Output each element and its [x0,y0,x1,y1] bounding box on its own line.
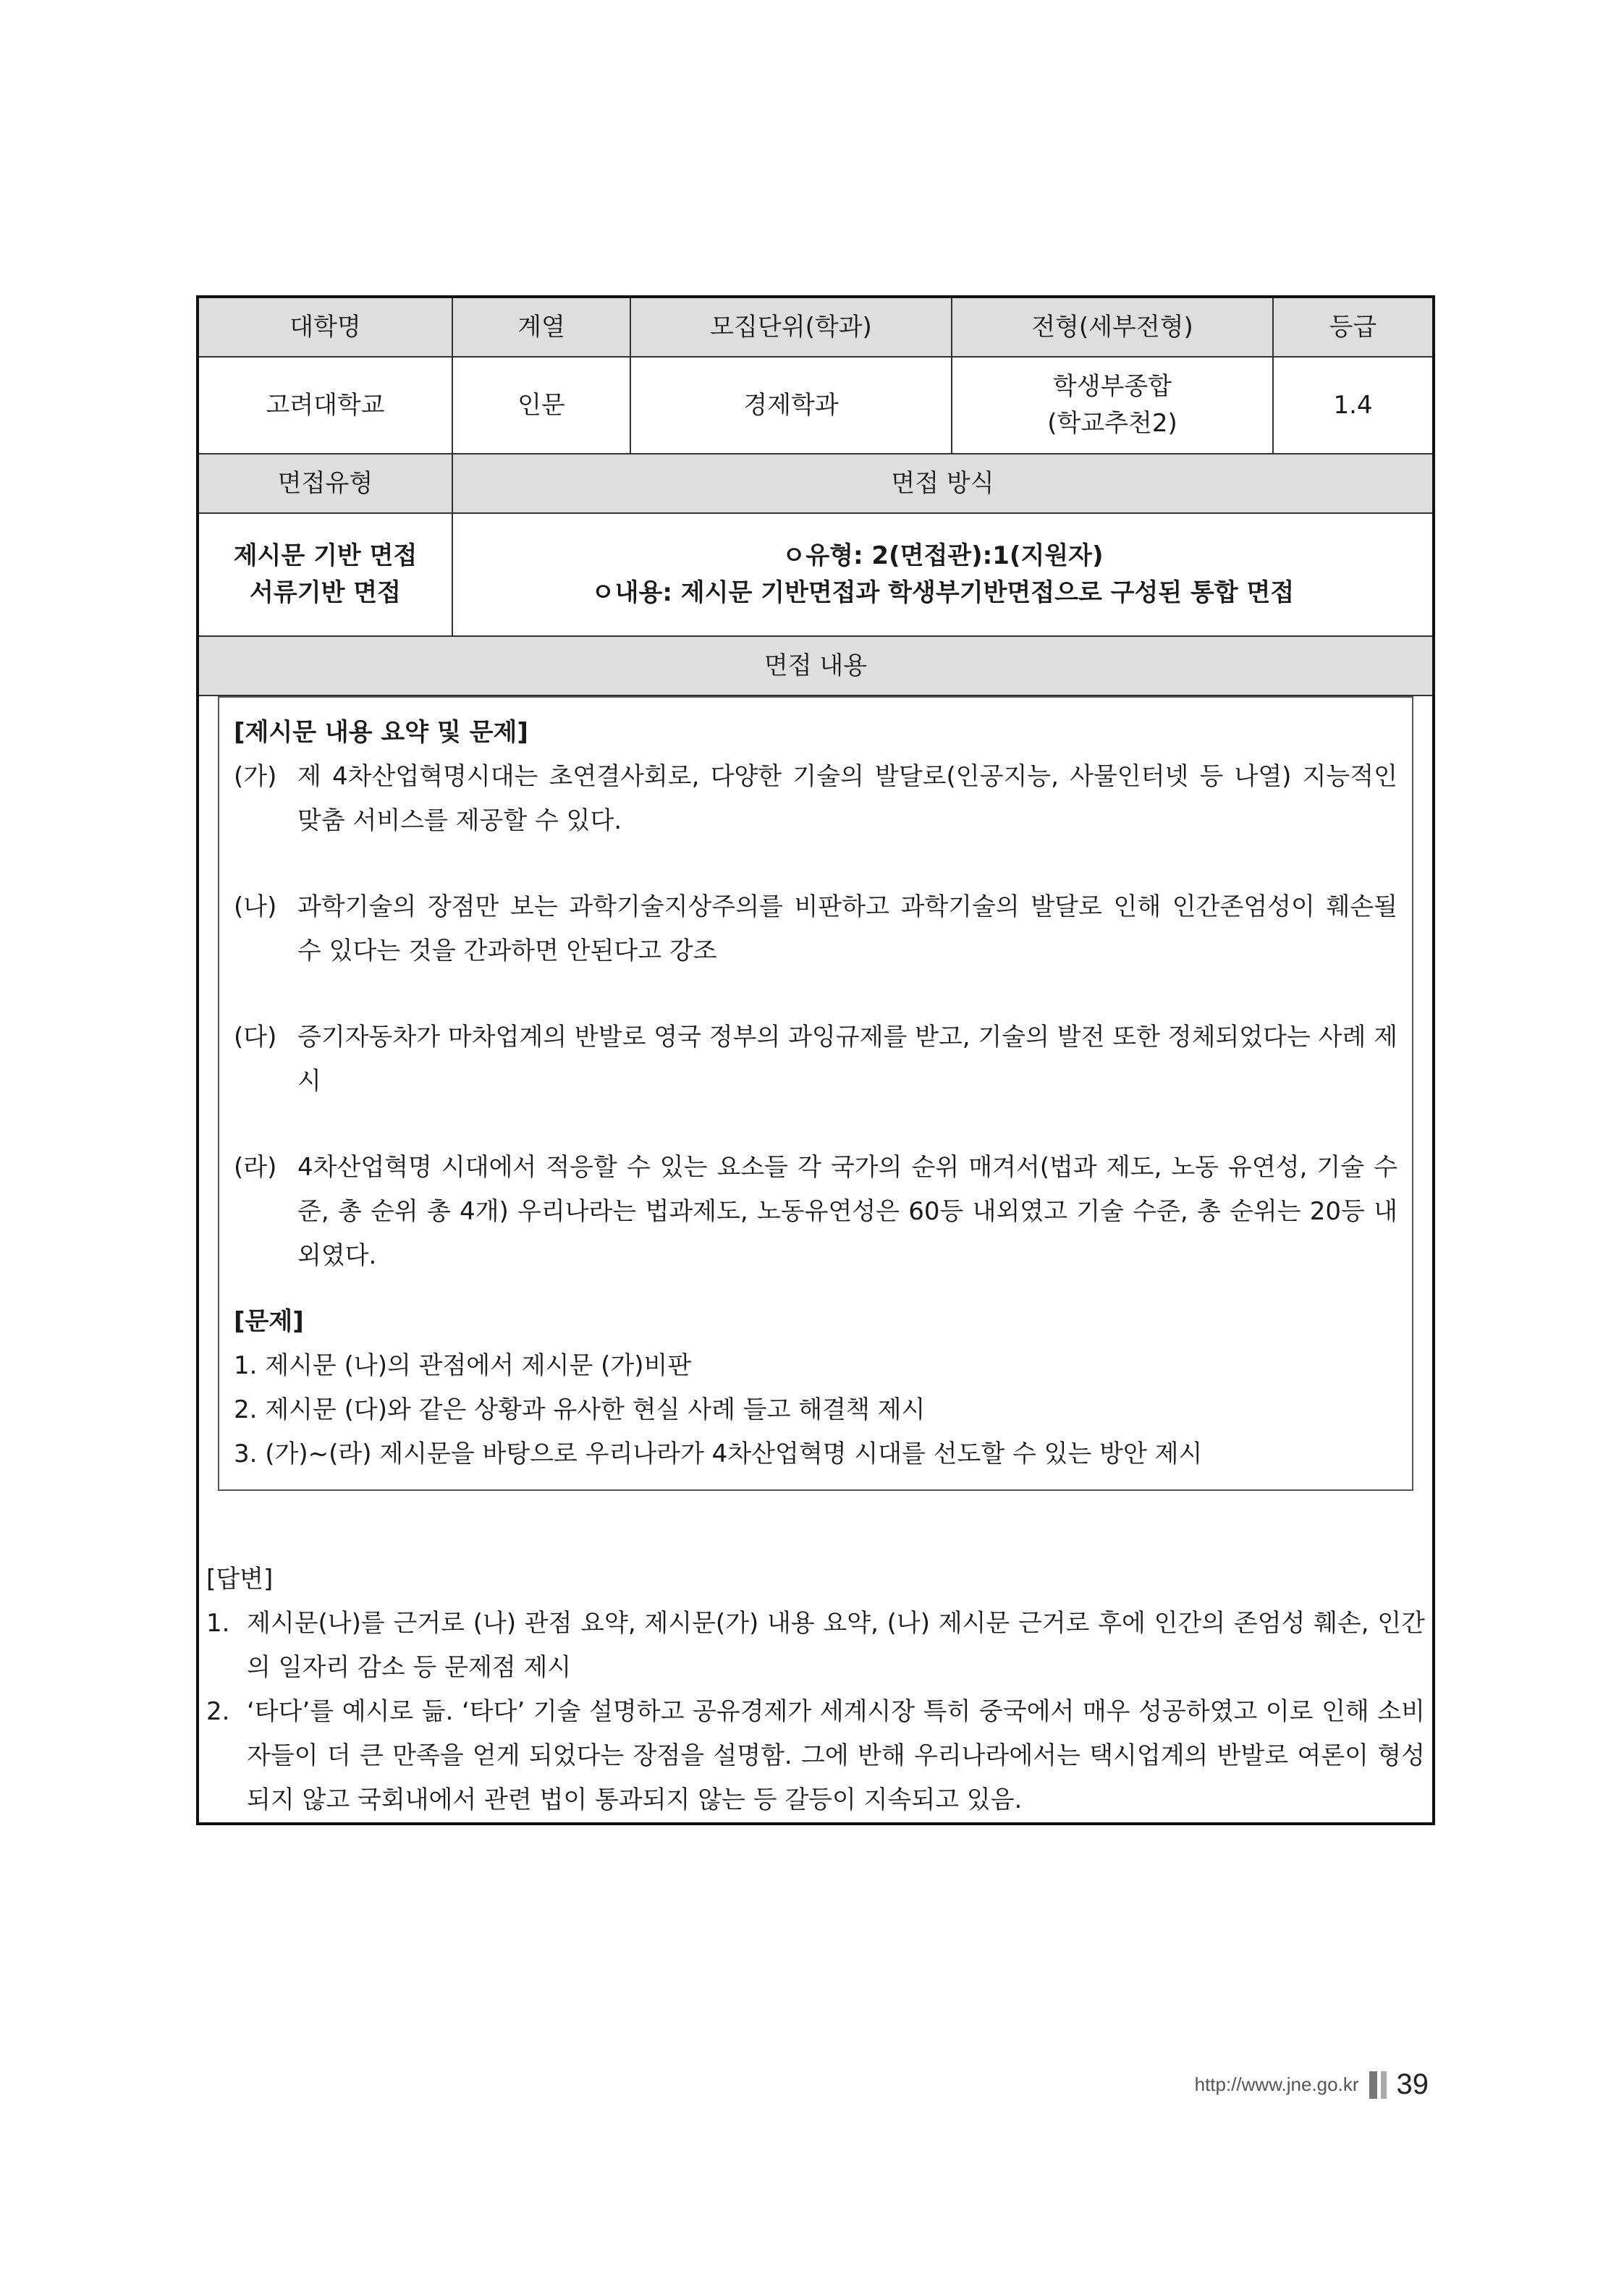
page-footer [1195,2068,1429,2101]
summary-item [234,885,1397,973]
summary-text: 제 4차산업혁명시대는 초연결사회로, 다양한 기술의 발달로(인공지능, 사물인터넷 등 나열) 지능적인 맞춤 서비스를 제공할 수 있다. [297,762,1397,835]
answer-marker: 2. [206,1697,230,1726]
admission-line-2: (학교추천2) [1047,409,1177,438]
interview-type-row [198,513,1434,636]
summary-marker: (나) [234,892,277,921]
summary-text: 4차산업혁명 시대에서 적응할 수 있는 요소들 각 국가의 순위 매겨서(법과 제도, 노동 유연성, 기술 수준, 총 순위 총 4개) 우리나라는 법과제도, 노동유연성은 60등 내외였고 기술 수준, 총 순위는 20등 내외였다. [297,1153,1397,1270]
table-value-row [198,357,1434,454]
method-line-1: ㅇ유형: 2(면접관):1(지원자) [782,541,1104,570]
interview-method-label: 면접 방식 [452,454,1434,513]
interview-content-label: 면접 내용 [198,636,1434,695]
header-university: 대학명 [198,297,452,357]
interview-type-2: 서류기반 면접 [250,578,401,607]
summary-title: [제시문 내용 요약 및 문제] [234,718,528,747]
summary-marker: (다) [234,1023,277,1052]
answer-title: [답변] [206,1565,274,1594]
footer-bar-icon [1369,2071,1387,2099]
interview-methods [452,513,1434,636]
summary-item [234,1015,1397,1104]
header-grade: 등급 [1273,297,1434,357]
admission-value [952,357,1273,454]
question-title: [문제] [234,1307,304,1336]
header-admission: 전형(세부전형) [952,297,1273,357]
question-item: 3. (가)~(라) 제시문을 바탕으로 우리나라가 4차산업혁명 시대를 선도할 수 있는 방안 제시 [234,1439,1203,1468]
page-number: 39 [1396,2068,1429,2100]
passage-summary-box [218,696,1413,1491]
summary-text: 증기자동차가 마차업계의 반발로 영국 정부의 과잉규제를 받고, 기술의 발전 또한 정체되었다는 사례 제시 [297,1023,1397,1096]
content-header-row [198,636,1434,695]
summary-item [234,755,1397,843]
answer-text: 제시문(나)를 근거로 (나) 관점 요약, 제시문(가) 내용 요약, (나) 제시문 근거로 후에 인간의 존엄성 훼손, 인간의 일자리 감소 등 문제점 제시 [247,1609,1425,1682]
summary-item [234,1146,1397,1278]
summary-text: 과학기술의 장점만 보는 과학기술지상주의를 비판하고 과학기술의 발달로 인해 인간존엄성이 훼손될 수 있다는 것을 간과하면 안된다고 강조 [297,892,1397,965]
interview-subheader-row [198,454,1434,513]
method-line-2: ㅇ내용: 제시문 기반면접과 학생부기반면접으로 구성된 통합 면접 [591,578,1295,607]
table-header-row [198,297,1434,357]
answer-item [206,1690,1425,1822]
summary-marker: (가) [234,762,277,791]
interview-types [198,513,452,636]
track-value: 인문 [452,357,630,454]
content-row [198,695,1434,1824]
department-value: 경제학과 [630,357,952,454]
question-item: 2. 제시문 (다)와 같은 상황과 유사한 현실 사례 들고 해결책 제시 [234,1395,926,1424]
university-name: 고려대학교 [198,357,452,454]
answer-marker: 1. [206,1609,230,1638]
header-track: 계열 [452,297,630,357]
grade-value: 1.4 [1273,357,1434,454]
admission-line-1: 학생부종합 [1052,372,1172,401]
answer-text: ‘타다’를 예시로 듦. ‘타다’ 기술 설명하고 공유경제가 세계시장 특히 중국에서 매우 성공하였고 이로 인해 소비자들이 더 큰 만족을 얻게 되었다는 장점을 설명함. 그에 반해 우리나라에서는 택시업계의 반발로 여론이 형성되지 않고 국회내에서 관련 법이 통과되지 않는 등 갈등이 지속되고 있음. [247,1697,1425,1814]
answer-section [206,1557,1425,1822]
interview-type-label: 면접유형 [198,454,452,513]
answer-item [206,1602,1425,1690]
header-department: 모집단위(학과) [630,297,952,357]
interview-type-1: 제시문 기반 면접 [233,541,418,570]
summary-marker: (라) [234,1153,277,1182]
interview-info-table [196,295,1435,1825]
question-item: 1. 제시문 (나)의 관점에서 제시문 (가)비판 [234,1351,692,1380]
content-cell [198,695,1434,1824]
footer-url[interactable]: http://www.jne.go.kr [1194,2073,1359,2095]
